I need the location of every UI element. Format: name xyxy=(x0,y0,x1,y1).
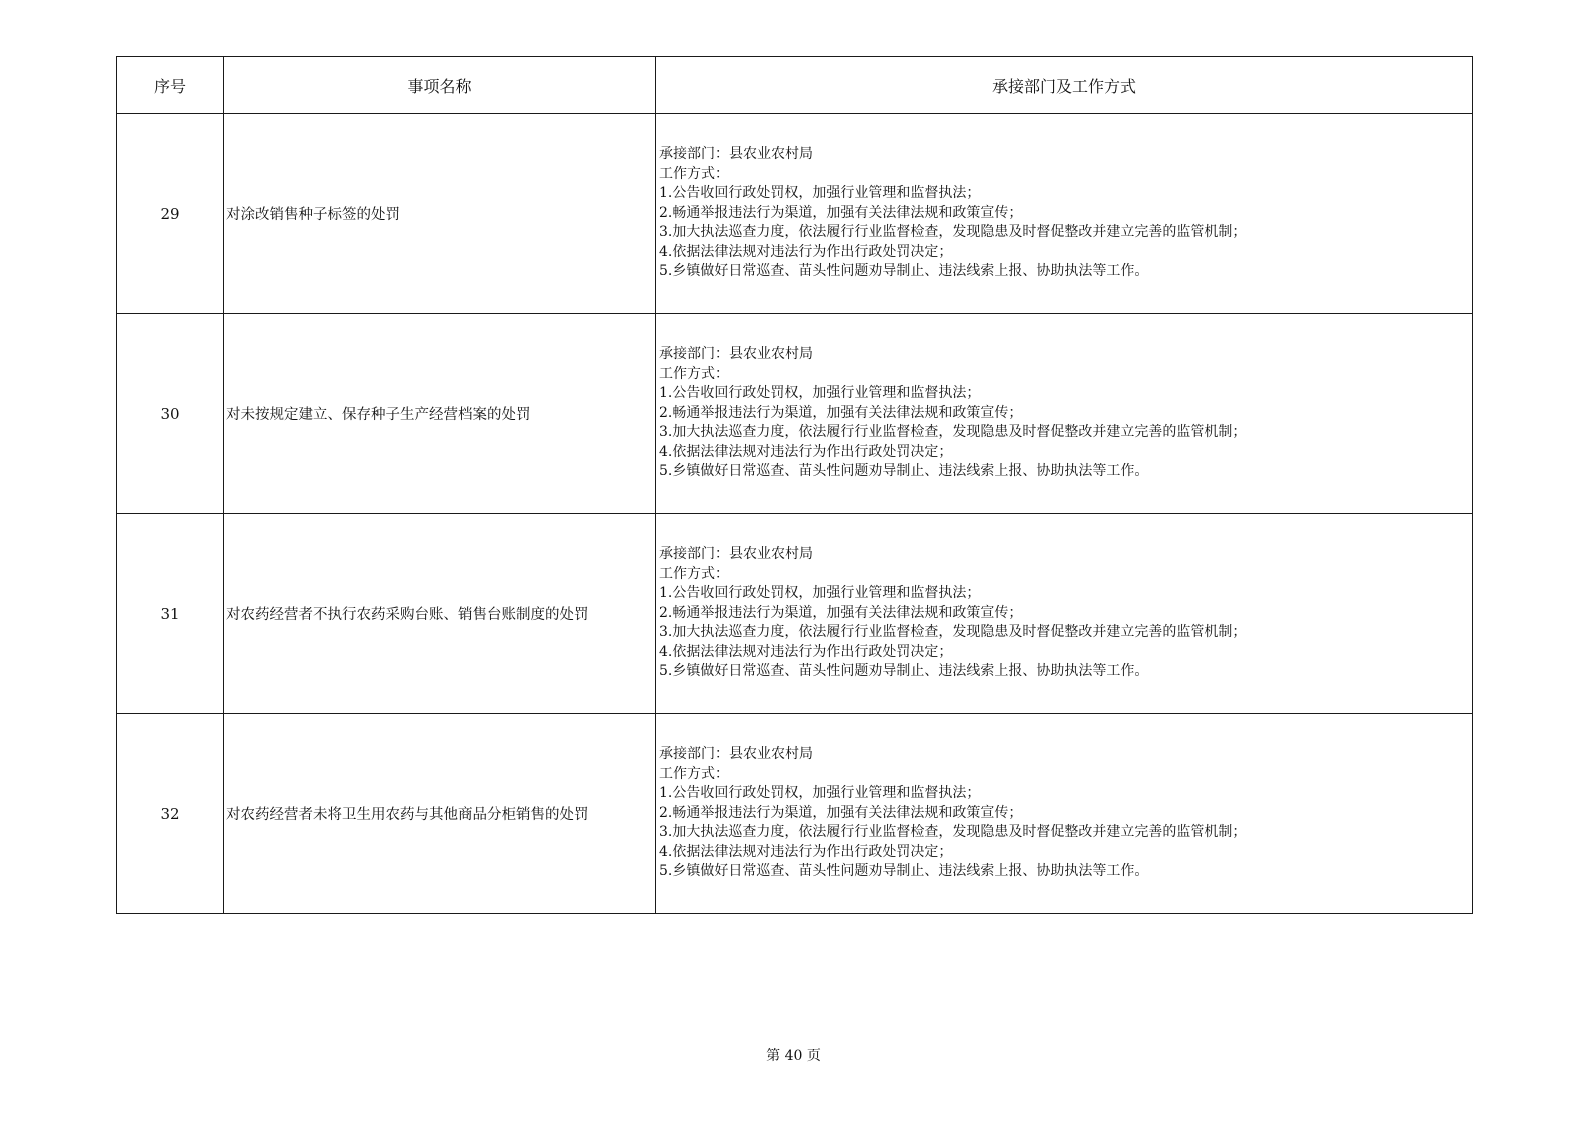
dept-line: 2.畅通举报违法行为渠道，加强有关法律法规和政策宣传； xyxy=(659,804,1023,821)
dept-line: 4.依据法律法规对违法行为作出行政处罚决定； xyxy=(659,443,953,460)
table-row xyxy=(117,114,1473,314)
dept-line: 承接部门：县农业农村局 xyxy=(659,546,813,563)
dept-line: 1.公告收回行政处罚权，加强行业管理和监督执法； xyxy=(659,785,981,802)
row-serial-number: 30 xyxy=(117,314,224,514)
dept-line: 承接部门：县农业农村局 xyxy=(659,746,813,763)
row-matter-name: 对农药经营者未将卫生用农药与其他商品分柜销售的处罚 xyxy=(224,714,656,914)
header-row xyxy=(117,57,1473,114)
row-department-method xyxy=(656,714,1473,914)
row-serial-number: 32 xyxy=(117,714,224,914)
dept-line: 2.畅通举报违法行为渠道，加强有关法律法规和政策宣传； xyxy=(659,204,1023,221)
row-department-method xyxy=(656,514,1473,714)
dept-line: 3.加大执法巡查力度，依法履行行业监督检查，发现隐患及时督促整改并建立完善的监管机制； xyxy=(659,424,1247,441)
dept-line: 5.乡镇做好日常巡查、苗头性问题劝导制止、违法线索上报、协助执法等工作。 xyxy=(659,863,1149,880)
row-matter-name: 对农药经营者不执行农药采购台账、销售台账制度的处罚 xyxy=(224,514,656,714)
dept-line: 5.乡镇做好日常巡查、苗头性问题劝导制止、违法线索上报、协助执法等工作。 xyxy=(659,263,1149,280)
dept-line: 4.依据法律法规对违法行为作出行政处罚决定； xyxy=(659,643,953,660)
dept-line: 承接部门：县农业农村局 xyxy=(659,146,813,163)
table-row xyxy=(117,314,1473,514)
header-department-method: 承接部门及工作方式 xyxy=(656,57,1473,114)
table-row xyxy=(117,514,1473,714)
row-matter-name: 对未按规定建立、保存种子生产经营档案的处罚 xyxy=(224,314,656,514)
row-serial-number: 31 xyxy=(117,514,224,714)
row-department-method xyxy=(656,314,1473,514)
dept-line: 1.公告收回行政处罚权，加强行业管理和监督执法； xyxy=(659,185,981,202)
dept-line: 3.加大执法巡查力度，依法履行行业监督检查，发现隐患及时督促整改并建立完善的监管机制； xyxy=(659,824,1247,841)
dept-line: 4.依据法律法规对违法行为作出行政处罚决定； xyxy=(659,843,953,860)
dept-line: 工作方式： xyxy=(659,765,729,782)
row-matter-name: 对涂改销售种子标签的处罚 xyxy=(224,114,656,314)
table-header xyxy=(117,57,1473,114)
row-serial-number: 29 xyxy=(117,114,224,314)
row-department-method xyxy=(656,114,1473,314)
dept-line: 工作方式： xyxy=(659,565,729,582)
matters-table xyxy=(116,56,1473,914)
dept-line: 3.加大执法巡查力度，依法履行行业监督检查，发现隐患及时督促整改并建立完善的监管机制； xyxy=(659,624,1247,641)
dept-line: 2.畅通举报违法行为渠道，加强有关法律法规和政策宣传； xyxy=(659,604,1023,621)
dept-line: 3.加大执法巡查力度，依法履行行业监督检查，发现隐患及时督促整改并建立完善的监管机制； xyxy=(659,224,1247,241)
header-matter-name: 事项名称 xyxy=(224,57,656,114)
dept-line: 4.依据法律法规对违法行为作出行政处罚决定； xyxy=(659,243,953,260)
table-row xyxy=(117,714,1473,914)
dept-line: 5.乡镇做好日常巡查、苗头性问题劝导制止、违法线索上报、协助执法等工作。 xyxy=(659,463,1149,480)
dept-line: 5.乡镇做好日常巡查、苗头性问题劝导制止、违法线索上报、协助执法等工作。 xyxy=(659,663,1149,680)
dept-line: 1.公告收回行政处罚权，加强行业管理和监督执法； xyxy=(659,385,981,402)
dept-line: 承接部门：县农业农村局 xyxy=(659,346,813,363)
page-number: 第 40 页 xyxy=(766,1048,821,1064)
dept-line: 工作方式： xyxy=(659,165,729,182)
header-serial-number: 序号 xyxy=(117,57,224,114)
dept-line: 2.畅通举报违法行为渠道，加强有关法律法规和政策宣传； xyxy=(659,404,1023,421)
dept-line: 工作方式： xyxy=(659,365,729,382)
dept-line: 1.公告收回行政处罚权，加强行业管理和监督执法； xyxy=(659,585,981,602)
